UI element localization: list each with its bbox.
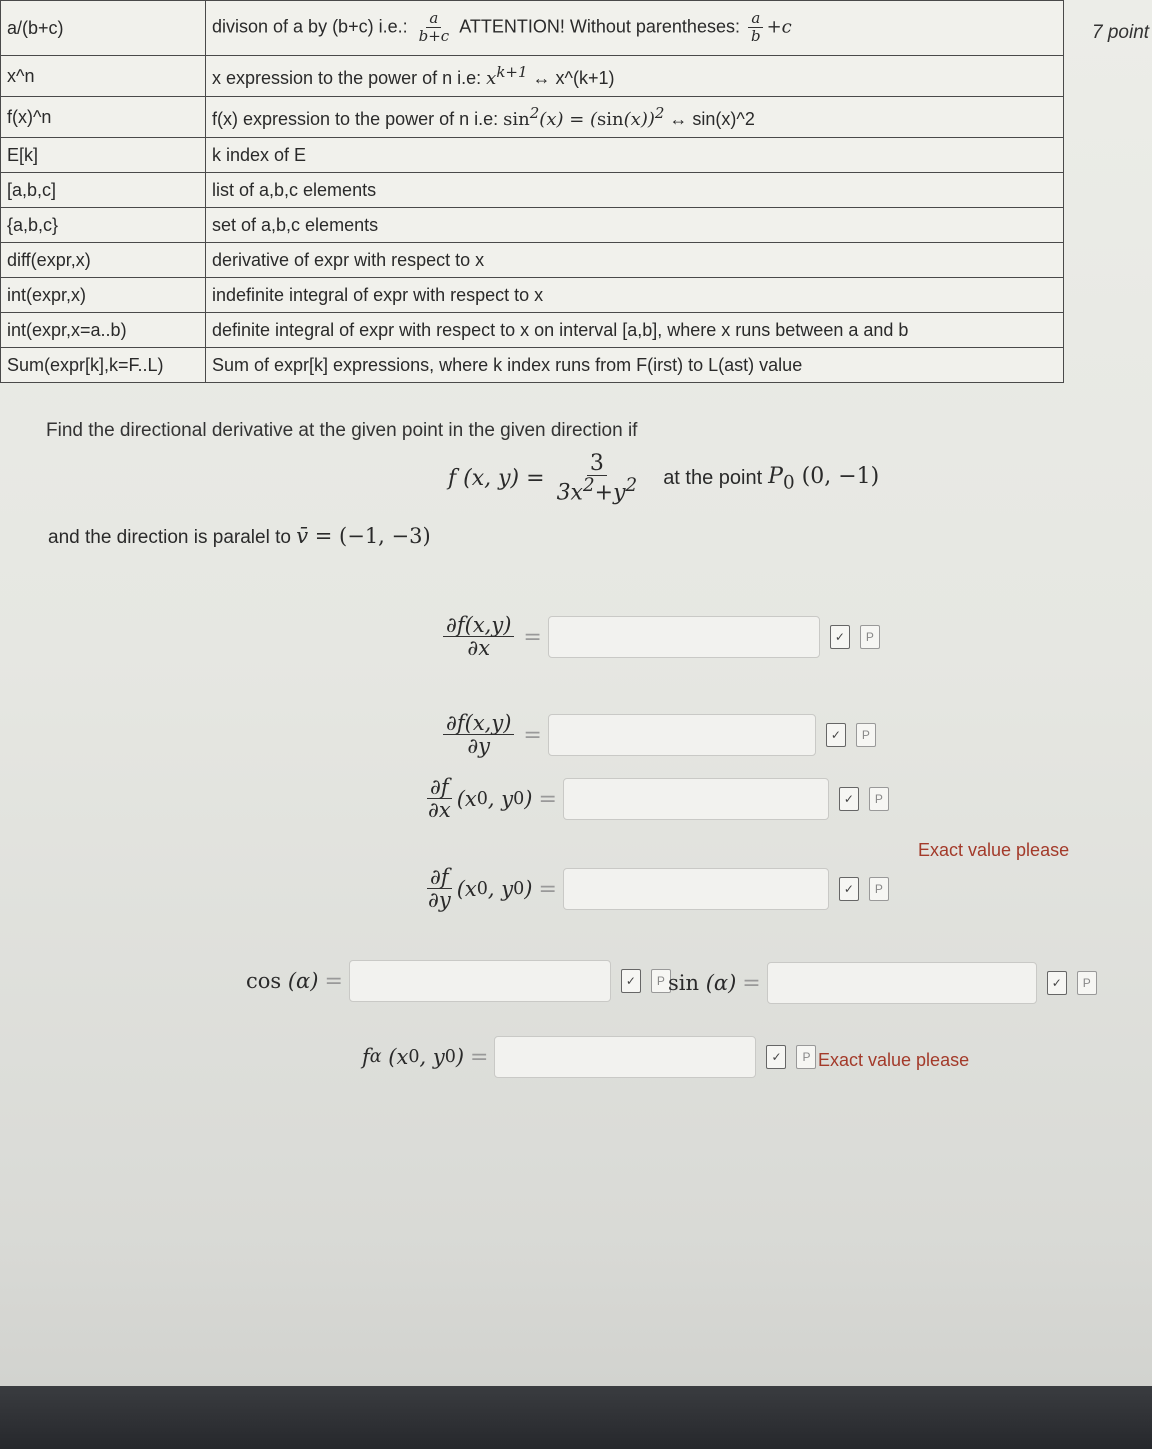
syntax-desc: indefinite integral of expr with respect to x [206,278,1064,313]
fa-row: f α (x 0 , y 0 ) = ✓ P [362,1036,816,1078]
syntax-key: diff(expr,x) [1,243,206,278]
preview-icon[interactable]: P [869,877,889,901]
syntax-key: [a,b,c] [1,173,206,208]
syntax-desc: x expression to the power of n i.e: $x^{k+1}$ ↔ x^(k+1) [206,56,1064,97]
syntax-key: {a,b,c} [1,208,206,243]
preview-icon[interactable]: P [796,1045,816,1069]
syntax-row [1,97,1064,138]
check-answer-icon[interactable]: ✓ [621,969,641,993]
syntax-desc-text: f(x) expression to the power of n i.e: [212,109,499,129]
syntax-desc: list of a,b,c elements [206,173,1064,208]
syntax-key: Sum(expr[k],k=F..L) [1,348,206,383]
syntax-desc: definite integral of expr with respect to x on interval [a,b], where x runs between a and b [206,313,1064,348]
dfdy-input[interactable] [548,714,816,756]
cos-input[interactable] [349,960,611,1002]
check-answer-icon[interactable]: ✓ [839,787,859,811]
syntax-key: f(x)^n [1,97,206,138]
syntax-row [1,313,1064,348]
syntax-desc: derivative of expr with respect to x [206,243,1064,278]
dfdx0-row: $\frac{\partial f}{\partial x}$ (x 0 , y 0 ) = ✓ P [422,776,889,822]
points-label: 7 point [1092,22,1150,43]
preview-icon[interactable]: P [651,969,671,993]
preview-icon[interactable]: P [1077,971,1097,995]
preview-icon[interactable]: P [869,787,889,811]
at-point-label: at the point [663,467,763,490]
function-definition: f (x, y) = $\frac{3}{3x^2+y^2}$ at the point $P_0$ (0, −1) [448,451,880,506]
check-answer-icon[interactable]: ✓ [766,1045,786,1069]
cos-row: cos (α) = ✓ P [246,960,671,1002]
syntax-key: a/(b+c) [1,1,206,56]
syntax-desc: set of a,b,c elements [206,208,1064,243]
check-answer-icon[interactable]: ✓ [839,877,859,901]
syntax-key: int(expr,x=a..b) [1,313,206,348]
syntax-row [1,56,1064,97]
screen-bezel [0,1386,1152,1449]
syntax-desc: Sum of expr[k] expressions, where k index runs from F(irst) to L(ast) value [206,348,1064,383]
check-answer-icon[interactable]: ✓ [826,723,846,747]
syntax-table [0,0,1064,383]
dfdx-row: $\frac{\partial f(x,y)}{\partial x}$ = ✓ P [440,614,880,660]
check-answer-icon[interactable]: ✓ [830,625,850,649]
syntax-row [1,1,1064,56]
syntax-desc-text: ATTENTION! Without parentheses: [459,16,740,37]
syntax-desc-text: divison of a by (b+c) i.e.: [212,16,408,37]
syntax-desc: k index of E [206,138,1064,173]
syntax-desc-text: x expression to the power of n i.e: [212,68,482,88]
syntax-key: E[k] [1,138,206,173]
exact-value-hint: Exact value please [918,840,1070,860]
sin-row: sin (α) = ✓ P [668,962,1097,1004]
dfdy0-input[interactable] [563,868,829,910]
sin-input[interactable] [767,962,1037,1004]
syntax-key: x^n [1,56,206,97]
dfdy-row: $\frac{\partial f(x,y)}{\partial y}$ = ✓ P [440,712,876,758]
direction-text: and the direction is paralel to [48,527,291,548]
preview-icon[interactable]: P [856,723,876,747]
syntax-desc-text: x^(k+1) [555,68,615,88]
fa-input[interactable] [494,1036,756,1078]
syntax-desc-text: sin(x)^2 [692,109,755,129]
check-answer-icon[interactable]: ✓ [1047,971,1067,995]
syntax-row [1,138,1064,173]
direction-statement: and the direction is paralel to v̄ = (−1, −3) [48,524,431,548]
question-intro: Find the directional derivative at the given point in the given direction if [46,420,638,441]
dfdx-input[interactable] [548,616,820,658]
syntax-row [1,208,1064,243]
syntax-row [1,348,1064,383]
syntax-desc: divison of a by (b+c) i.e.: $\frac{a}{b+c}$ ATTENTION! Without parentheses: $\frac{a}{b}$ +c [206,1,1064,56]
exact-value-hint: Exact value please [818,1050,970,1070]
syntax-row [1,173,1064,208]
preview-icon[interactable]: P [860,625,880,649]
syntax-desc: f(x) expression to the power of n i.e: $\sin^2(x) = (\sin(x))^2$ ↔ sin(x)^2 [206,97,1064,138]
syntax-row [1,243,1064,278]
dfdy0-row: $\frac{\partial f}{\partial y}$ (x 0 , y 0 ) = ✓ P [422,866,889,912]
dfdx0-input[interactable] [563,778,829,820]
syntax-row [1,278,1064,313]
syntax-key: int(expr,x) [1,278,206,313]
